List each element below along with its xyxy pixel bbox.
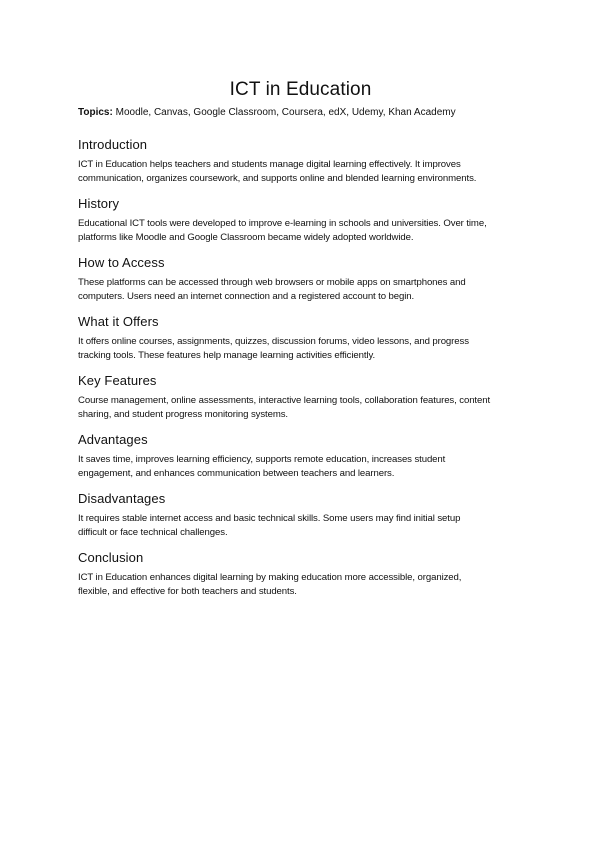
section-heading: What it Offers xyxy=(78,314,159,329)
document-page xyxy=(78,78,523,609)
topics-label: Topics: xyxy=(78,107,113,118)
section-heading: Conclusion xyxy=(78,550,144,565)
topics-line xyxy=(78,106,523,120)
section-body-line: tracking tools. These features help manage learning activities efficiently. xyxy=(78,350,376,361)
section-body xyxy=(78,217,523,245)
section-body xyxy=(78,512,523,540)
section-body xyxy=(78,158,523,186)
section-body-line: Course management, online assessments, interactive learning tools, collaboration features, content xyxy=(78,395,491,406)
section-what-it-offers xyxy=(78,314,523,363)
section-conclusion xyxy=(78,550,523,599)
section-advantages xyxy=(78,432,523,481)
section-body xyxy=(78,276,523,304)
section-heading: Disadvantages xyxy=(78,491,166,506)
section-how-to-access xyxy=(78,255,523,304)
section-key-features xyxy=(78,373,523,422)
section-body-line: ICT in Education enhances digital learning by making education more accessible, organized, xyxy=(78,572,462,583)
section-introduction xyxy=(78,137,523,186)
section-disadvantages xyxy=(78,491,523,540)
section-heading: How to Access xyxy=(78,255,165,270)
section-heading: Introduction xyxy=(78,137,148,152)
section-body-line: computers. Users need an internet connection and a registered account to begin. xyxy=(78,291,415,302)
section-body-line: It offers online courses, assignments, quizzes, discussion forums, video lessons, and progress xyxy=(78,336,469,347)
section-body-line: ICT in Education helps teachers and students manage digital learning effectively. It improves xyxy=(78,159,461,170)
section-body-line: difficult or face technical challenges. xyxy=(78,527,228,538)
section-body-line: It saves time, improves learning efficiency, supports remote education, increases student xyxy=(78,454,446,465)
section-history xyxy=(78,196,523,245)
section-body-line: These platforms can be accessed through web browsers or mobile apps on smartphones and xyxy=(78,277,466,288)
section-body-line: flexible, and effective for both teachers and students. xyxy=(78,586,297,597)
topics-value: Moodle, Canvas, Google Classroom, Coursera, edX, Udemy, Khan Academy xyxy=(115,107,456,118)
section-body-line: communication, organizes coursework, and supports online and blended learning environments. xyxy=(78,173,477,184)
section-body xyxy=(78,335,523,363)
document-title: ICT in Education xyxy=(229,79,372,100)
section-heading: History xyxy=(78,196,120,211)
section-body xyxy=(78,571,523,599)
section-body xyxy=(78,453,523,481)
section-body-line: It requires stable internet access and basic technical skills. Some users may find initial setup xyxy=(78,513,461,524)
section-body xyxy=(78,394,523,422)
section-body-line: sharing, and student progress monitoring systems. xyxy=(78,409,288,420)
section-body-line: engagement, and enhances communication between teachers and learners. xyxy=(78,468,395,479)
section-heading: Key Features xyxy=(78,373,157,388)
section-body-line: Educational ICT tools were developed to improve e-learning in schools and universities. Over time, xyxy=(78,218,487,229)
section-heading: Advantages xyxy=(78,432,148,447)
section-body-line: platforms like Moodle and Google Classroom became widely adopted worldwide. xyxy=(78,232,414,243)
